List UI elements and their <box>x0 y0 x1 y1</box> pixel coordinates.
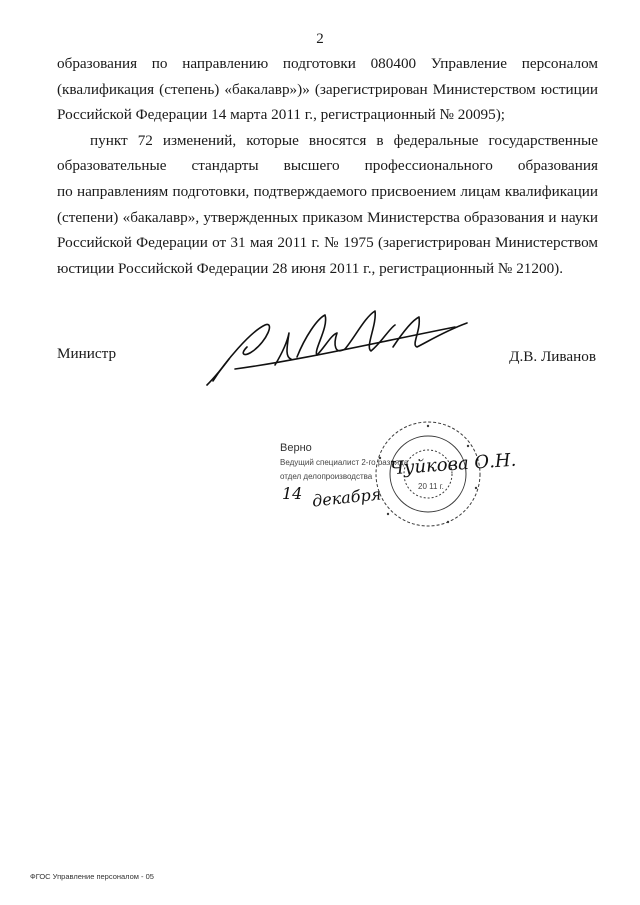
text-line: Российской Федерации от 31 мая 2011 г. № 1975 (зарегистрирован Министерством <box>57 234 598 252</box>
text-line: образования по направлению подготовки 080400 Управление персоналом <box>57 55 598 72</box>
text-line: (степени) «бакалавр», утвержденных приказом Министерства образования и науки <box>57 208 598 226</box>
text-line: по направлениям подготовки, подтверждаемого присвоением лицам квалификации <box>57 182 598 200</box>
certifier-position: Ведущий специалист 2-го разряда <box>280 458 409 467</box>
handwritten-day: 14 <box>282 484 303 503</box>
page-footer: ФГОС Управление персоналом - 05 <box>30 872 154 881</box>
signatory-title: Министр <box>57 345 117 362</box>
text-line: юстиции Российской Федерации 28 июня 2011 г., регистрационный № 21200). <box>57 259 564 277</box>
document-body <box>57 51 598 281</box>
handwritten-signature <box>205 307 475 387</box>
handwritten-surname: Чуйкова О.Н. <box>389 449 517 480</box>
signature-block <box>0 345 640 405</box>
certification-label: Верно <box>280 442 312 454</box>
certification-year: 20 11 г. <box>418 482 444 491</box>
page-number: 2 <box>316 31 324 47</box>
certifier-department: отдел делопроизводства <box>280 472 373 481</box>
paragraph-item-72 <box>57 128 598 282</box>
handwritten-month: декабря <box>311 484 383 511</box>
text-line: Российской Федерации 14 марта 2011 г., регистрационный № 20095); <box>57 106 506 124</box>
text-line: образовательные стандарты высшего профессионального образования <box>57 157 598 175</box>
text-line: (квалификация (степень) «бакалавр»)» (зарегистрирован Министерством юстиции <box>57 80 598 98</box>
certification-block <box>270 418 520 533</box>
paragraph-continued <box>57 51 598 128</box>
text-line: пункт 72 изменений, которые вносятся в федеральные государственные <box>90 131 598 149</box>
signatory-name: Д.В. Ливанов <box>509 348 596 365</box>
